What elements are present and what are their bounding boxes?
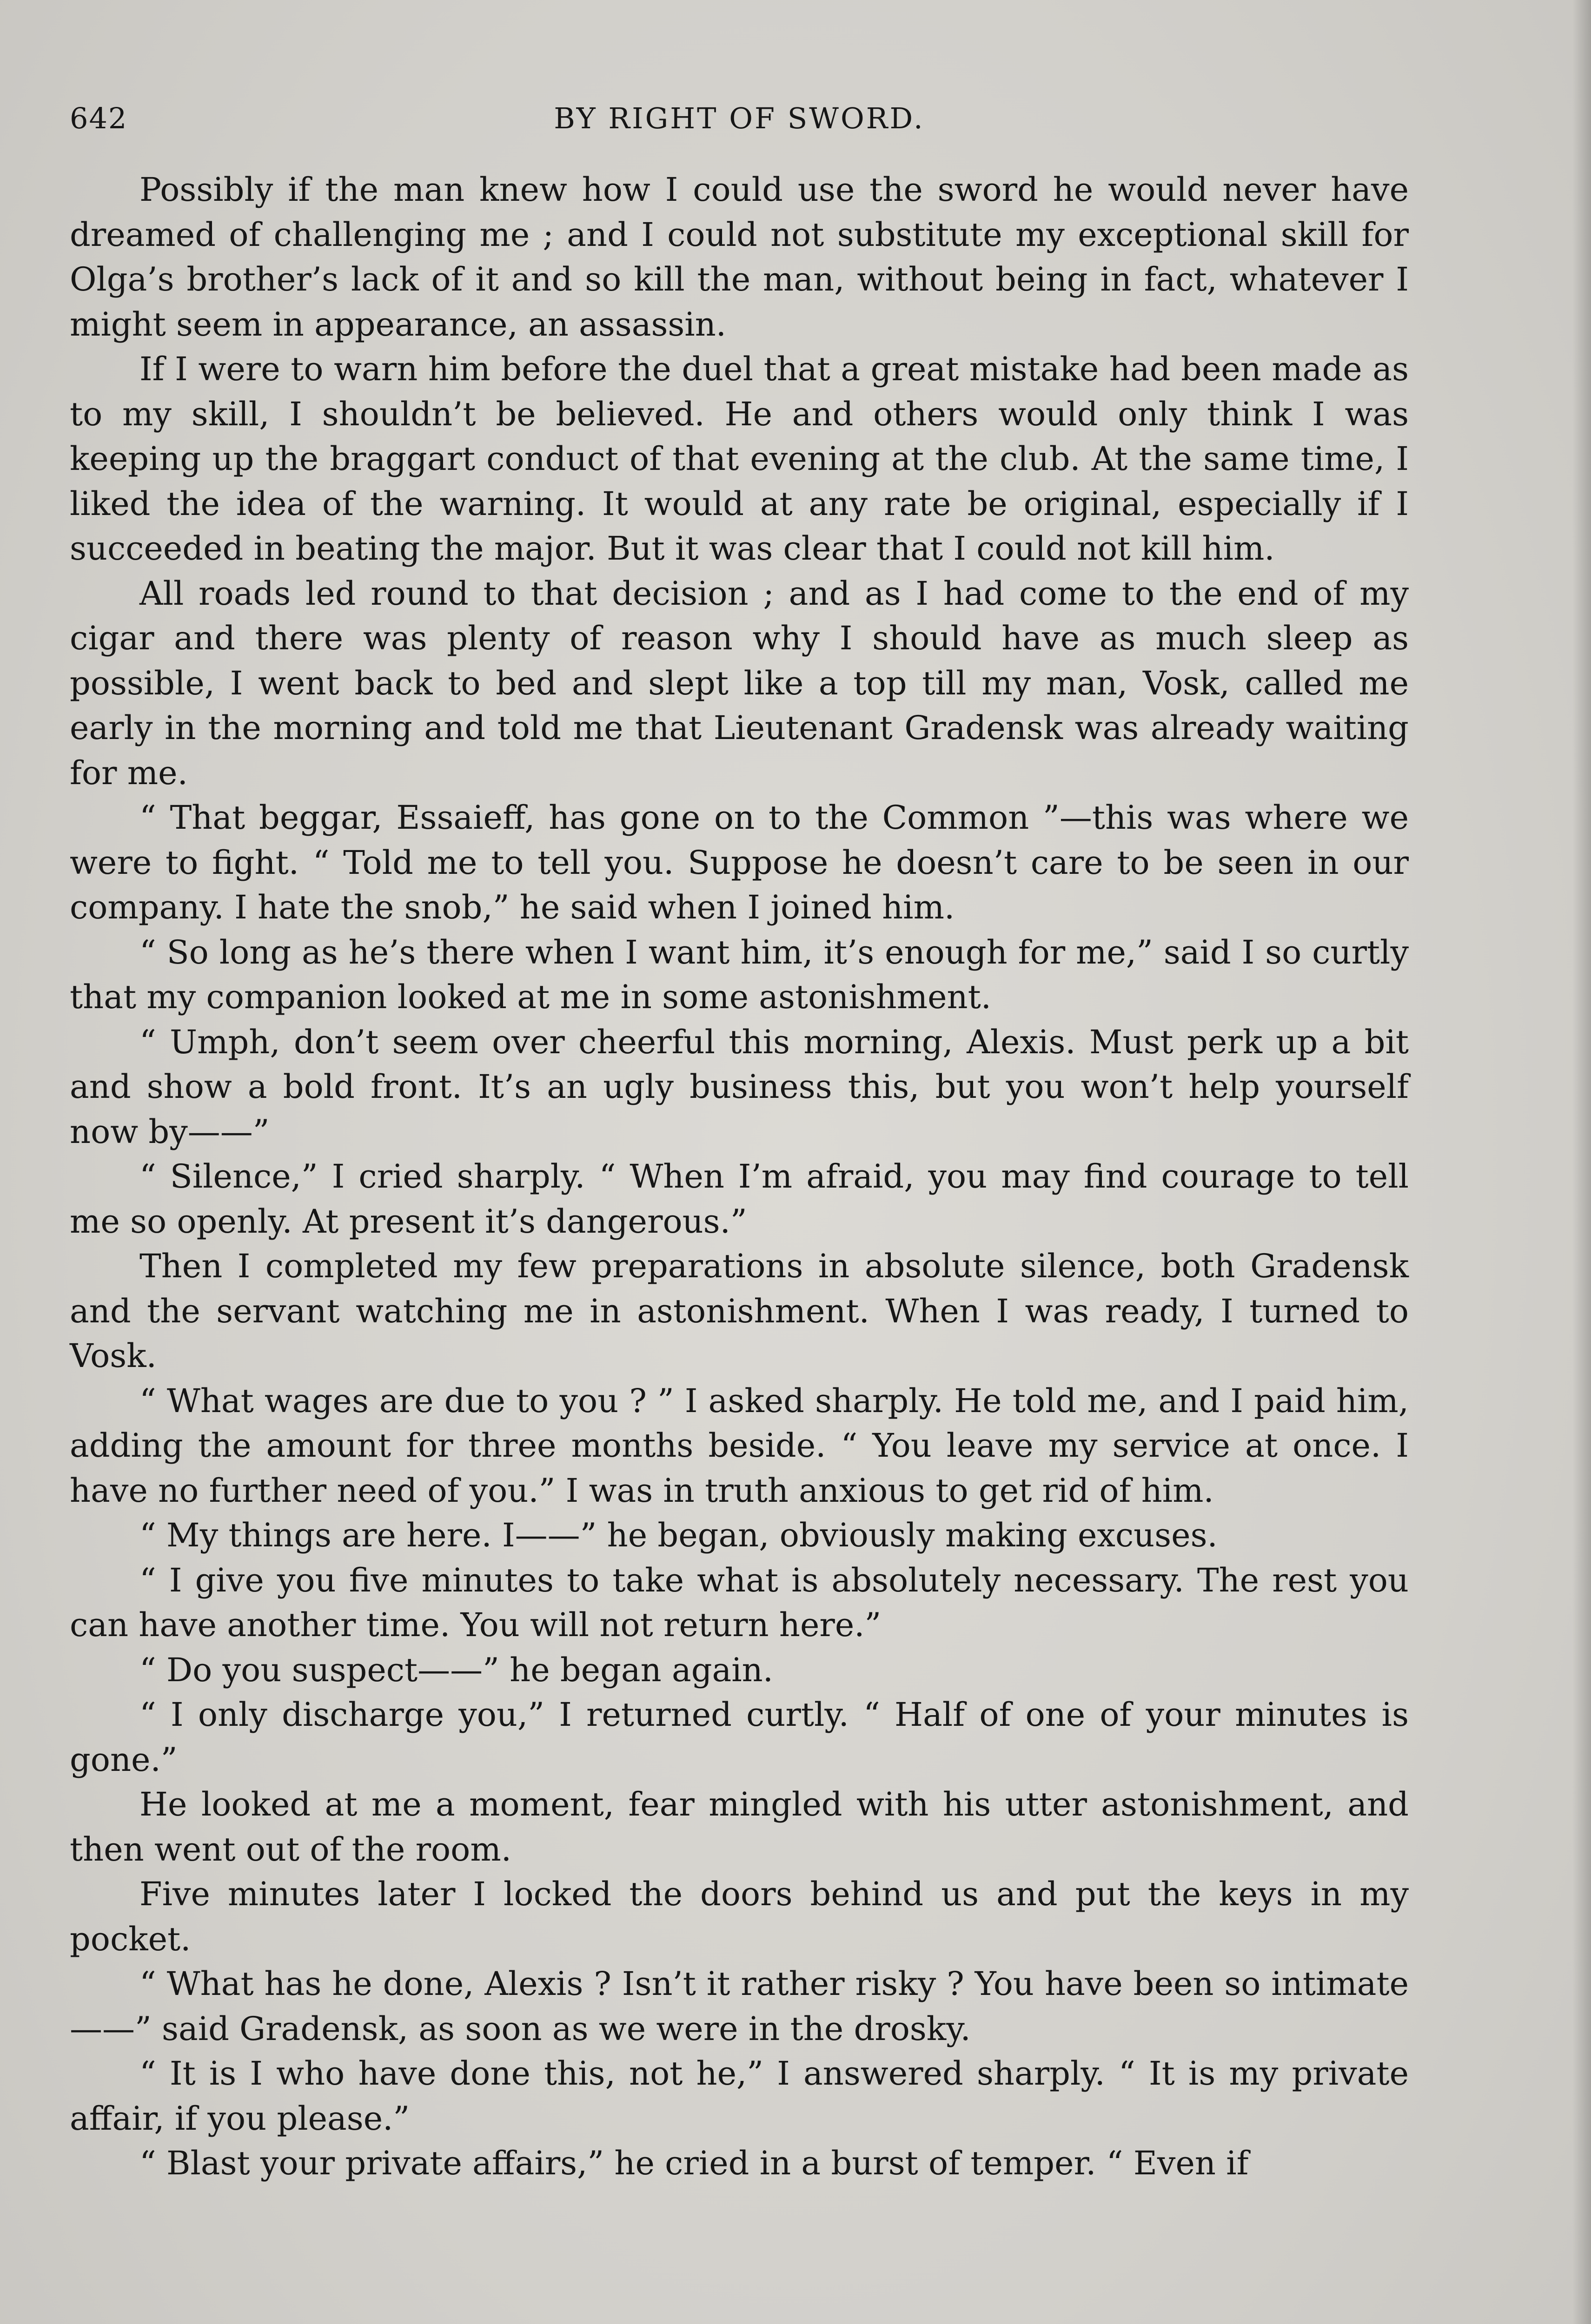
paragraph: Five minutes later I locked the doors behind us and put the keys in my pocket.: [70, 1875, 1409, 1958]
paragraph: “ That beggar, Essaieff, has gone on to the Common ”—this was where we were to fight. “ Told me to tell you. Suppose he doesn’t care to be seen in our company. I hate the snob,” he said when I joined him.: [70, 799, 1409, 926]
page-number: 642: [70, 101, 128, 135]
paragraph: “ My things are here. I——” he began, obviously making excuses.: [139, 1516, 1218, 1554]
paragraph: “ What wages are due to you ? ” I asked sharply. He told me, and I paid him, adding the amount for three months beside. “ You leave my service at once. I have no further need of you.” I was in truth anxious to get rid of him.: [70, 1381, 1409, 1510]
paragraph: “ Do you suspect——” he began again.: [139, 1651, 773, 1689]
paragraph: “ I give you five minutes to take what is absolutely necessary. The rest you can have another time. You will not return here.”: [70, 1561, 1409, 1644]
paragraph: If I were to warn him before the duel that a great mistake had been made as to my skill, I shouldn’t be believed. He and others would only think I was keeping up the braggart conduct of that evening at the club. At the same time, I liked the idea of the warning. It would at any rate be original, especially if I succeeded in beating the major. But it was clear that I could not kill him.: [70, 350, 1409, 568]
paragraph: “ Blast your private affairs,” he cried in a burst of temper. “ Even if: [139, 2144, 1249, 2182]
page-header: [70, 101, 1409, 143]
spine-shadow: [1572, 0, 1591, 2324]
paragraph: “ I only discharge you,” I returned curtly. “ Half of one of your minutes is gone.”: [70, 1696, 1409, 1779]
paragraph: He looked at me a moment, fear mingled with his utter astonishment, and then went out of the room.: [70, 1785, 1409, 1868]
running-title: BY RIGHT OF SWORD.: [554, 101, 925, 135]
page-body: [70, 167, 1409, 2186]
paragraph: “ It is I who have done this, not he,” I answered sharply. “ It is my private affair, if you please.”: [70, 2054, 1409, 2138]
paragraph: “ Silence,” I cried sharply. “ When I’m afraid, you may find courage to tell me so openly. At present it’s dangerous.”: [70, 1157, 1409, 1241]
paragraph: All roads led round to that decision ; and as I had come to the end of my cigar and there was plenty of reason why I should have as much sleep as possible, I went back to bed and slept like a top till my man, Vosk, called me early in the morning and told me that Lieutenant Gradensk was already waiting for me.: [70, 574, 1409, 792]
paragraph: “ Umph, don’t seem over cheerful this morning, Alexis. Must perk up a bit and show a bold front. It’s an ugly business this, but you won’t help yourself now by——”: [70, 1023, 1409, 1151]
paragraph: “ So long as he’s there when I want him, it’s enough for me,” said I so curtly that my companion looked at me in some astonishment.: [70, 933, 1409, 1016]
paragraph: Then I completed my few preparations in absolute silence, both Gradensk and the servant watching me in astonishment. When I was ready, I turned to Vosk.: [70, 1247, 1409, 1375]
paragraph: Possibly if the man knew how I could use the sword he would never have dreamed of challenging me ; and I could not substitute my exceptional skill for Olga’s brother’s lack of it and so kill the man, without being in fact, whatever I might seem in appearance, an assassin.: [70, 171, 1409, 343]
paragraph: “ What has he done, Alexis ? Isn’t it rather risky ? You have been so intimate——” said Gradensk, as soon as we were in the drosky.: [70, 1965, 1409, 2048]
